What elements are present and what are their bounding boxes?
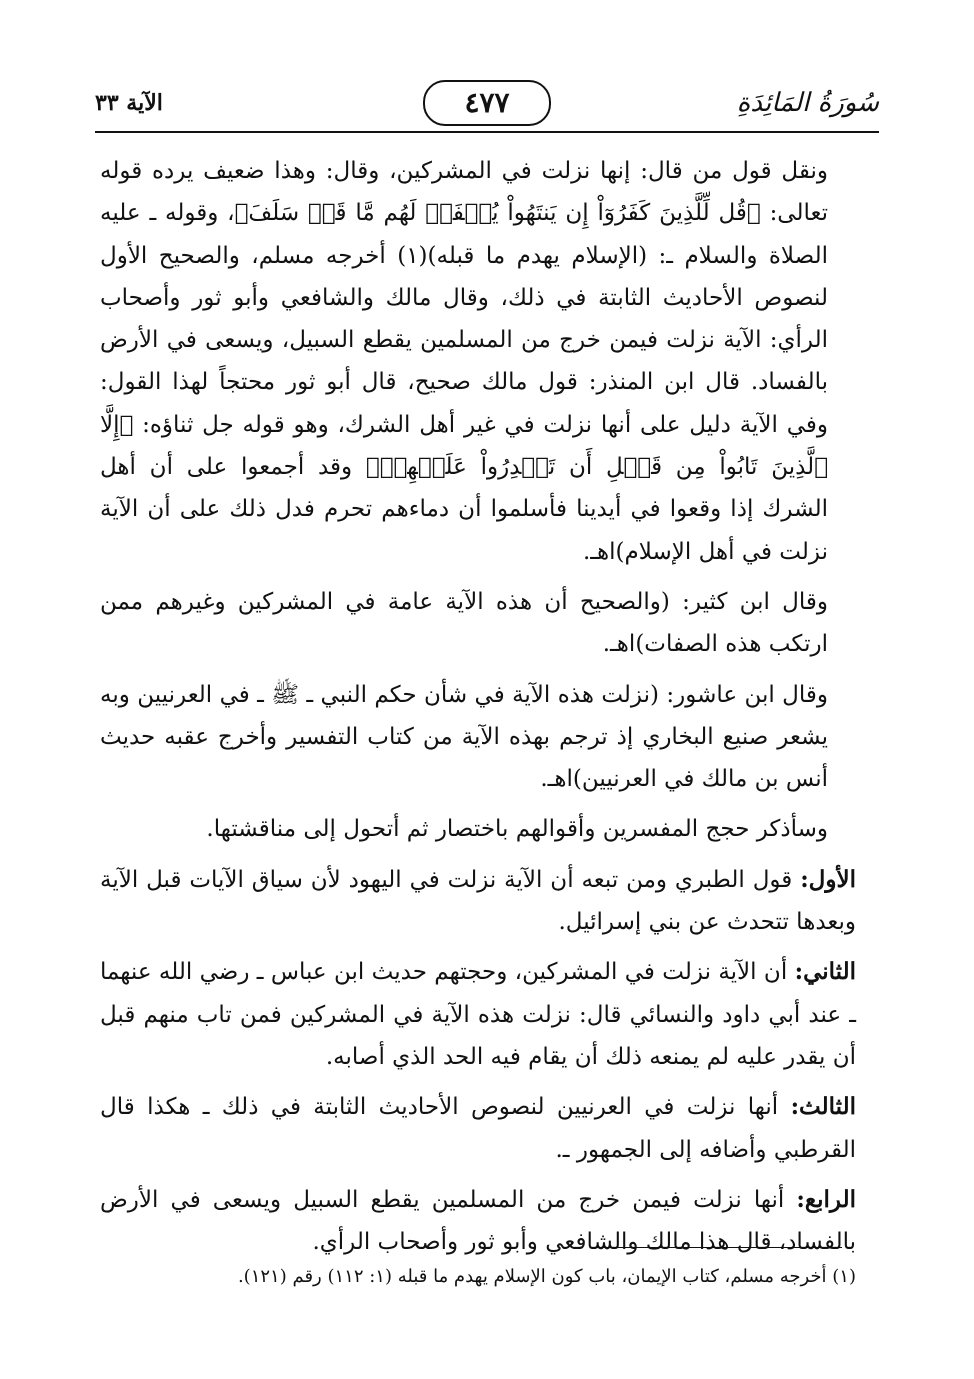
ayah-label: الآية ٣٣ xyxy=(95,90,163,116)
paragraph-lead: الثالث: xyxy=(790,1093,856,1121)
paragraph xyxy=(100,1086,856,1171)
paragraph-text: أن الآية نزلت في المشركين، وحجتهم حديث ابن عباس ـ رضي الله عنهما ـ عند أبي داود والنسائي قال: نزلت هذه الآية في المشركين فمن تاب منهم قبل أن يقدر عليه لم يمنعه ذلك أن يقام فيه الحد الذي أصابه. xyxy=(100,959,856,1070)
paragraph-lead: الأول: xyxy=(800,865,857,893)
paragraph-lead: الرابع: xyxy=(796,1185,856,1213)
paragraph xyxy=(100,150,856,573)
paragraph-text: ونقل قول من قال: إنها نزلت في المشركين، وقال: وهذا ضعيف يرده قوله تعالى: ﴿قُل لِّلَّذِينَ كَفَرُوٓاْ إِن يَنتَهُواْ يُغۡفَرۡ لَهُم مَّا قَدۡ سَلَفَ﴾، وقوله ـ عليه الصلاة والسلام ـ: (الإسلام يهدم ما قبله)(١) أخرجه مسلم، والصحيح الأول لنصوص الأحاديث الثابتة في ذلك، وقال مالك والشافعي وأبو ثور وأصحاب الرأي: الآية نزلت فيمن خرج من المسلمين يقطع السبيل، ويسعى في الأرض بالفساد. قال ابن المنذر: قول مالك صحيح، قال أبو ثور محتجاً لهذا القول: وفي الآية دليل على أنها نزلت في غير أهل الشرك، وهو قوله جل ثناؤه: ﴿إِلَّا ٱلَّذِينَ تَابُواْ مِن قَبۡلِ أَن تَقۡدِرُواْ عَلَيۡهِمۡ﴾ وقد أجمعوا على أن أهل الشرك إذا وقعوا في أيدينا فأسلموا أن دماءهم تحرم فدل ذلك على أن الآية نزلت في أهل الإسلام)اهـ. xyxy=(100,158,828,565)
body-text xyxy=(100,150,856,1263)
paragraph xyxy=(100,951,856,1078)
header-divider xyxy=(95,131,879,133)
paragraph-text: أنها نزلت في العرنيين لنصوص الأحاديث الثابتة في ذلك ـ هكذا قال القرطبي وأضافه إلى الجمهور ـ. xyxy=(100,1094,856,1163)
paragraph xyxy=(100,1179,856,1264)
paragraph-text: وقال ابن عاشور: (نزلت هذه الآية في شأن حكم النبي ـ ﷺ ـ في العرنيين وبه يشعر صنيع البخاري إذ ترجم بهذه الآية من كتاب التفسير وأخرج عقبه حديث أنس بن مالك في العرنيين)اهـ. xyxy=(100,681,828,793)
paragraph xyxy=(100,859,856,944)
page-header xyxy=(95,78,879,138)
page-number: ٤٧٧ xyxy=(423,80,551,126)
paragraph xyxy=(100,674,856,801)
paragraph xyxy=(100,808,856,850)
surah-name: سُورَةُ المَائِدَةِ xyxy=(736,88,879,118)
paragraph-text: أنها نزلت فيمن خرج من المسلمين يقطع السبيل ويسعى في الأرض بالفساد، قال هذا مالك والشافعي وأبو ثور وأصحاب الرأي. xyxy=(100,1186,856,1256)
paragraph-lead: الثاني: xyxy=(794,958,856,986)
paragraph-text: قول الطبري ومن تبعه أن الآية نزلت في اليهود لأن سياق الآيات قبل الآية وبعدها تتحدث عن بني إسرائيل. xyxy=(100,866,856,936)
footnote-divider xyxy=(590,1247,842,1248)
paragraph xyxy=(100,581,856,666)
paragraph-text: وقال ابن كثير: (والصحيح أن هذه الآية عامة في المشركين وغيرهم ممن ارتكب هذه الصفات)اهـ. xyxy=(100,588,828,658)
paragraph-text: وسأذكر حجج المفسرين وأقوالهم باختصار ثم أتحول إلى مناقشتها. xyxy=(206,816,828,843)
footnote: (١) أخرجه مسلم، كتاب الإيمان، باب كون الإسلام يهدم ما قبله (١: ١١٢) رقم (١٢١). xyxy=(237,1266,856,1287)
